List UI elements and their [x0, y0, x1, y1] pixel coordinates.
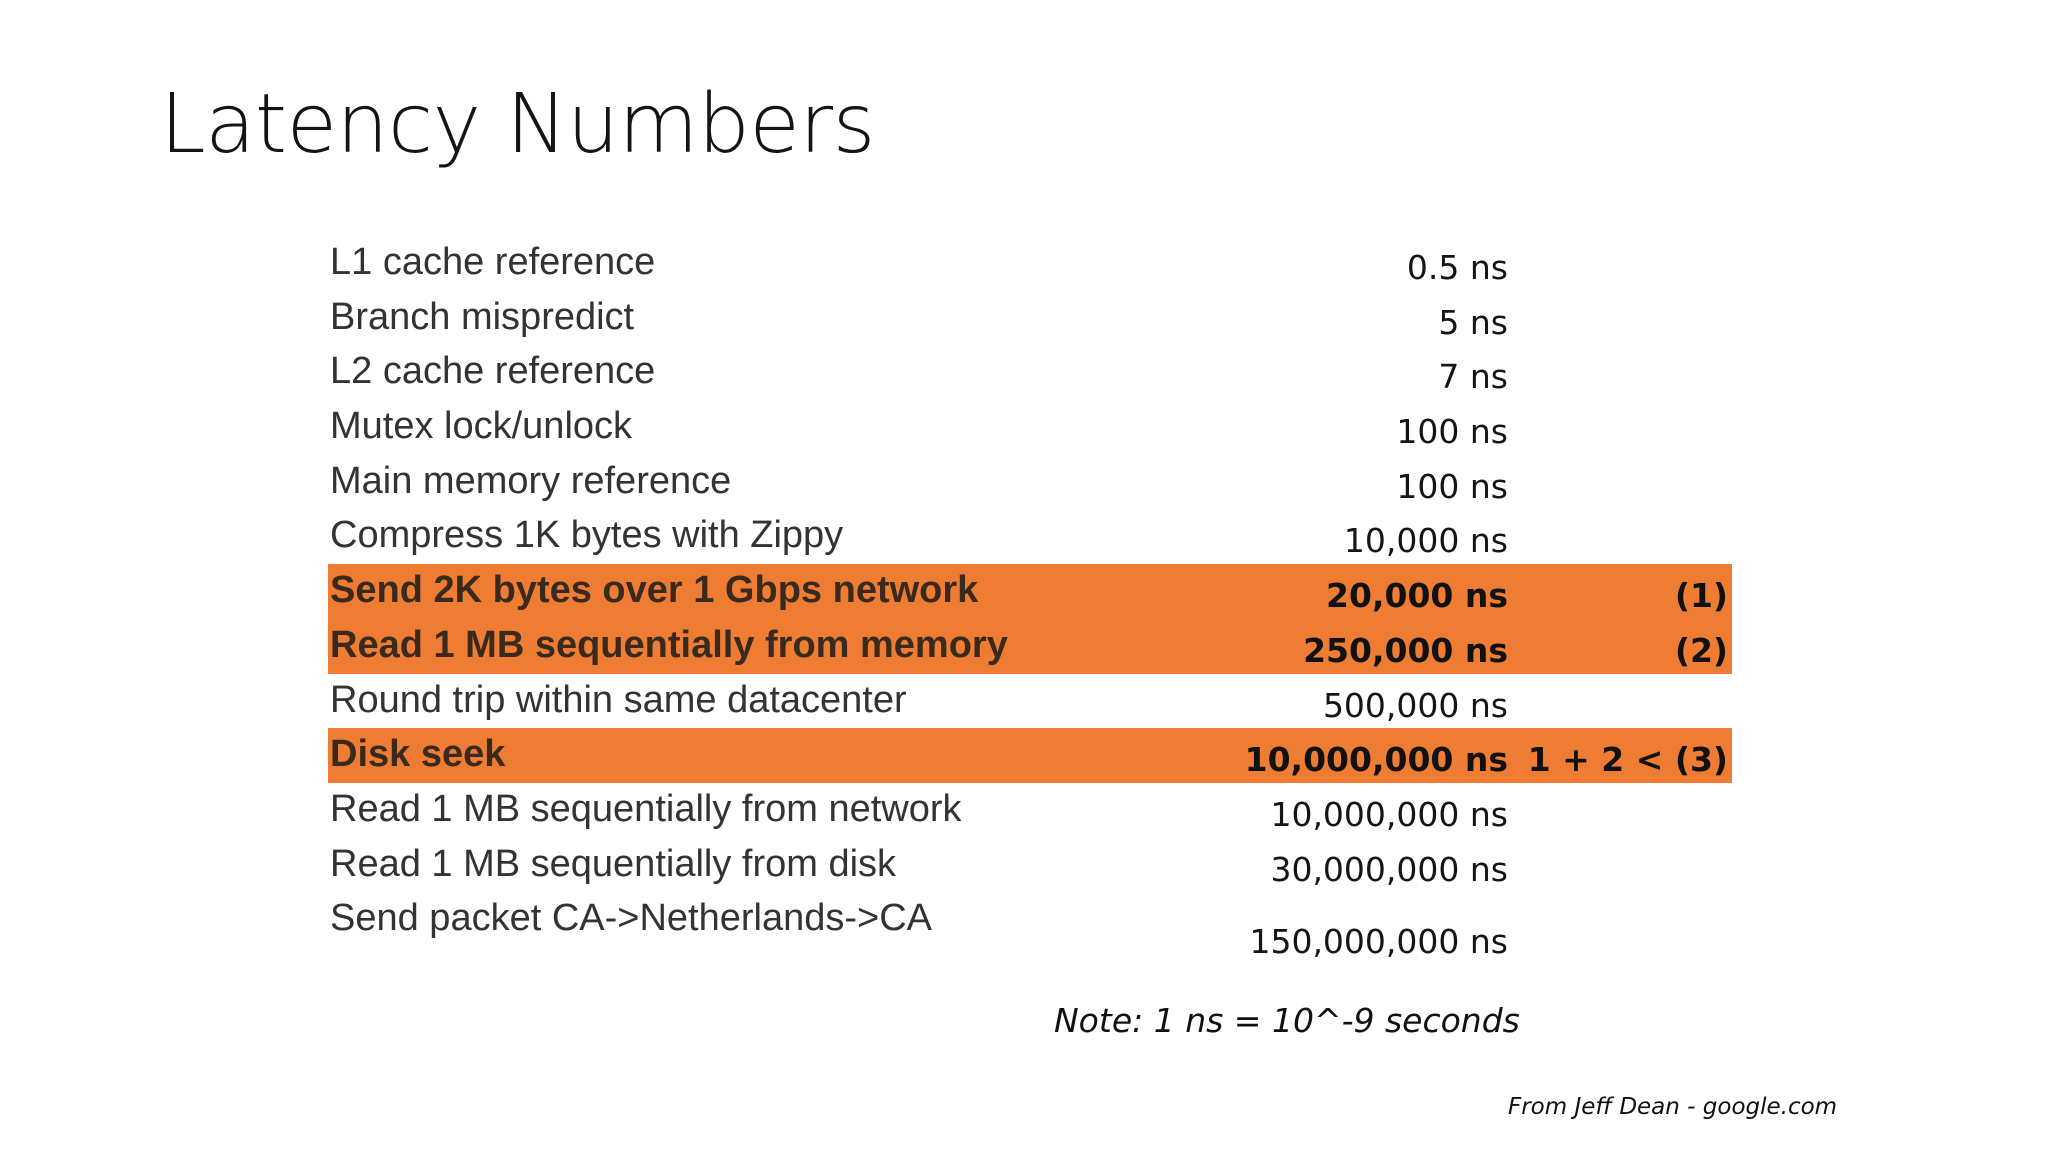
row-value: 20,000 ns	[1326, 576, 1508, 616]
row-label: Read 1 MB sequentially from disk	[330, 842, 897, 885]
footnote: Note: 1 ns = 10^-9 seconds	[1054, 1001, 1520, 1040]
table-row	[328, 455, 1732, 510]
table-row	[328, 400, 1732, 455]
row-value: 5 ns	[1438, 302, 1508, 342]
table-row-highlighted	[328, 564, 1732, 619]
slide-title: Latency Numbers	[160, 77, 875, 172]
table-row-highlighted	[328, 619, 1732, 674]
row-label: L1 cache reference	[330, 241, 656, 283]
row-value: 10,000,000 ns	[1244, 740, 1508, 780]
latency-table	[328, 236, 1732, 968]
row-marker: (2)	[1674, 630, 1728, 670]
table-row	[328, 892, 1732, 968]
row-label: Compress 1K bytes with Zippy	[330, 514, 844, 557]
table-row	[328, 291, 1732, 346]
row-label: Read 1 MB sequentially from network	[330, 787, 962, 830]
row-label: Round trip within same datacenter	[330, 678, 907, 721]
source-credit: From Jeff Dean - google.com	[1508, 1094, 1838, 1120]
row-label: Mutex lock/unlock	[330, 405, 633, 448]
row-label: Read 1 MB sequentially from memory	[330, 623, 1008, 666]
row-label: Disk seek	[330, 733, 506, 776]
row-value: 30,000,000 ns	[1270, 849, 1508, 889]
row-value: 250,000 ns	[1303, 630, 1508, 670]
table-row	[328, 509, 1732, 564]
row-label: Branch mispredict	[330, 295, 635, 338]
row-label: Send packet CA->Netherlands->CA	[330, 897, 932, 940]
row-value: 500,000 ns	[1322, 685, 1508, 725]
table-row-highlighted	[328, 728, 1732, 783]
row-marker: (1)	[1674, 576, 1728, 616]
row-value: 10,000 ns	[1343, 521, 1508, 561]
table-row	[328, 838, 1732, 893]
row-label: L2 cache reference	[330, 350, 656, 393]
row-value: 7 ns	[1438, 357, 1508, 397]
table-row	[328, 345, 1732, 400]
row-label: Send 2K bytes over 1 Gbps network	[330, 569, 979, 612]
row-value: 0.5 ns	[1406, 248, 1508, 287]
row-value: 100 ns	[1396, 412, 1508, 452]
table-row	[328, 783, 1732, 838]
table-row	[328, 236, 1732, 291]
row-value: 150,000,000 ns	[1249, 922, 1508, 962]
row-value: 10,000,000 ns	[1270, 794, 1508, 834]
row-label: Main memory reference	[330, 459, 732, 502]
row-value: 100 ns	[1396, 466, 1508, 506]
table-row	[328, 674, 1732, 729]
row-marker: 1 + 2 < (3)	[1527, 740, 1728, 780]
